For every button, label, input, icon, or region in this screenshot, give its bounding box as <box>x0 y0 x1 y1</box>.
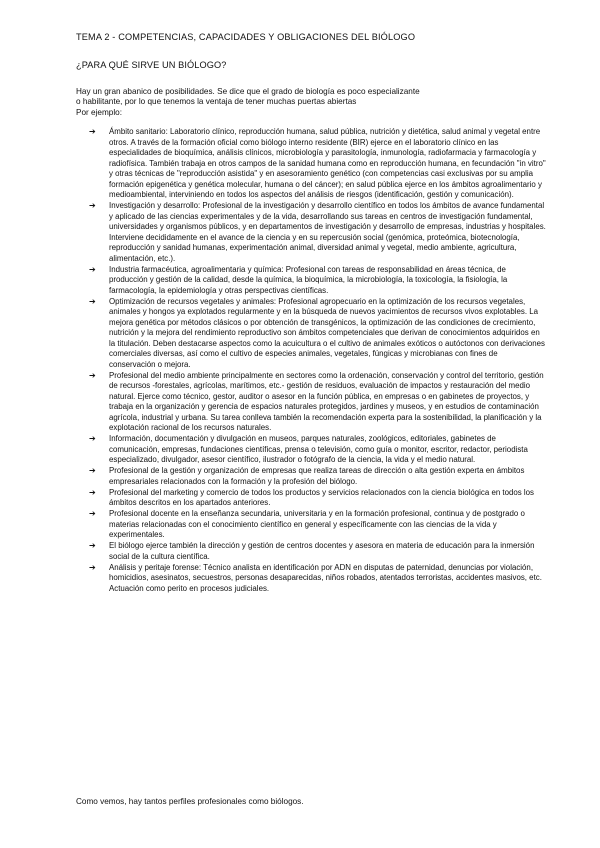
list-item-text: Profesional del medio ambiente principalmente en sectores como la ordenación, conservación y control del territorio, gestión de recursos -forestales, agrícolas, marítimos, etc.- gestión de residuos, evaluación de impactos y restauración del medio natural. Ejerce como técnico, gestor, auditor o asesor en la función pública, en empresas o en gabinetes de proyectos, y trabaja en la organización y gerencia de espacios naturales protegidos, jardines y museos, y en estudios de contaminación agrícola, industrial y urbana. Su tarea conlleva también la recomendación experta para la sostenibilidad, la planificación y la explotación racional de los recursos naturales. <box>109 370 544 432</box>
career-list <box>76 127 546 595</box>
intro-line: o habilitante, por lo que tenemos la ventaja de tener muchas puertas abiertas <box>76 97 357 107</box>
list-item <box>76 466 546 487</box>
arrow-bullet-icon: ➔ <box>89 370 96 380</box>
list-item <box>76 297 546 371</box>
list-item-text: Investigación y desarrollo: Profesional de la investigación y desarrollo científico en todos los ámbitos de avance fundamental y aplicado de las ciencias experimentales y de la vida, desarrollando sus tareas en centros de investigación fundamental, universidades y organismos públicos, y en departamentos de investigación y desarrollo de empresas, industrias y hospitales. Interviene decididamente en el avance de la ciencia y en su repercusión social (genómica, proteómica, biotecnología, reproducción y sanidad humanas, experimentación animal, diversidad animal y vegetal, medio ambiente, agricultura, alimentación, etc.). <box>109 201 546 263</box>
list-item-text: Industria farmacéutica, agroalimentaria y química: Profesional con tareas de responsabilidad en áreas técnica, de producción y gestión de la calidad, desde la química, la bioquímica, la microbiología, la toxicología, la fisiología, la farmacología, la epidemiología y otras perspectivas científicas. <box>109 264 508 295</box>
list-item-text: Información, documentación y divulgación en museos, parques naturales, zoológicos, editoriales, gabinetes de comunicación, empresas, fundaciones científicas, prensa o televisión, como guía o monitor, escritor, redactor, periodista especializado, divulgador, asesor científico, ilustrador o fotógrafo de la ciencia, la vida y el medio natural. <box>109 434 528 464</box>
list-item <box>76 127 546 201</box>
list-item-text: El biólogo ejerce también la dirección y gestión de centros docentes y asesora en materia de educación para la inmersión social de la cultura científica. <box>109 541 535 561</box>
arrow-bullet-icon: ➔ <box>89 509 96 518</box>
intro-line: Hay un gran abanico de posibilidades. Se dice que el grado de biología es poco especializante <box>76 87 420 96</box>
list-item <box>76 371 546 434</box>
arrow-bullet-icon: ➔ <box>89 296 96 306</box>
arrow-bullet-icon: ➔ <box>89 127 96 136</box>
list-item <box>76 488 546 509</box>
list-item-text: Profesional del marketing y comercio de todos los productos y servicios relacionados con la ciencia biológica en todos los ámbitos descritos en los apartados anteriores. <box>109 487 535 507</box>
list-item <box>76 265 546 297</box>
document-title: TEMA 2 - COMPETENCIAS, CAPACIDADES Y OBLIGACIONES DEL BIÓLOGO <box>76 32 416 42</box>
list-item-text: Ámbito sanitario: Laboratorio clínico, reproducción humana, salud pública, nutrición y dietética, salud animal y vegetal entre otros. A través de la formación oficial como biólogo interno residente (BIR) ejerce en el laboratorio clínico en las especialidades de bioquímica, análisis clínicos, microbiología y parasitología, inmunología, radiofarmacia y farmacología y radiofísica. También trabaja en otros campos de la sanidad humana como en reproducción humana, en fecundación "in vitro" y otras técnicas de "reproducción asistida" y en asesoramiento genético (con competencias casi exclusivas por su amplia formación epigenética y genética molecular, humana o del cáncer); en salud pública ejerce en los ámbitos agroalimentario y medioambiental, interviniendo en todos los aspectos del análisis de riesgos (identificación, gestión y comunicación). <box>109 127 546 199</box>
list-item-text: Optimización de recursos vegetales y animales: Profesional agropecuario en la optimización de los recursos vegetales, animales y hongos ya explotados regularmente y en la búsqueda de nuevos yacimientos de recursos vivos explotables. La mejora genética por métodos clásicos o por obtención de transgénicos, la optimización de las condiciones de crecimiento, nutrición y la mejora del rendimiento reproductivo son ámbitos competenciales que derivan de conocimientos adquiridos en la titulación. Deben destacarse aspectos como la acuicultura o el cultivo de animales exóticos o autóctonos con derivaciones comerciales diversas, así como el cultivo de especies animales, vegetales, fúngicas y microbianas con fines de conservación o mejora. <box>109 296 545 369</box>
arrow-bullet-icon: ➔ <box>89 562 96 572</box>
arrow-bullet-icon: ➔ <box>89 541 96 550</box>
list-item-text: Profesional de la gestión y organización de empresas que realiza tareas de dirección o alta gestión experta en ámbitos empresariales relacionados con la formación y la profesión del biólogo. <box>109 466 525 486</box>
closing-sentence: Como vemos, hay tantos perfiles profesionales como biólogos. <box>76 797 304 806</box>
intro-paragraph <box>76 87 536 118</box>
intro-line: Por ejemplo: <box>76 107 122 117</box>
list-item-text: Análisis y peritaje forense: Técnico analista en identificación por ADN en disputas de paternidad, denuncias por violación, homicidios, asesinatos, secuestros, personas desaparecidas, niños robados, atentados terroristas, accidentes masivos, etc. Actuación como perito en procesos judiciales. <box>109 562 542 593</box>
list-item <box>76 201 546 264</box>
arrow-bullet-icon: ➔ <box>89 264 96 274</box>
list-item-text: Profesional docente en la enseñanza secundaria, universitaria y en la formación profesional, continua y de postgrado o materias relacionadas con el conocimiento científico en general y específicamente con las ciencias de la vida y experimentales. <box>109 509 525 539</box>
list-item <box>76 541 546 562</box>
arrow-bullet-icon: ➔ <box>89 487 96 497</box>
list-item <box>76 509 546 541</box>
arrow-bullet-icon: ➔ <box>89 466 96 475</box>
list-item <box>76 434 546 466</box>
arrow-bullet-icon: ➔ <box>89 201 96 210</box>
section-question: ¿PARA QUÉ SIRVE UN BIÓLOGO? <box>76 60 227 70</box>
arrow-bullet-icon: ➔ <box>89 434 96 443</box>
list-item <box>76 563 546 595</box>
